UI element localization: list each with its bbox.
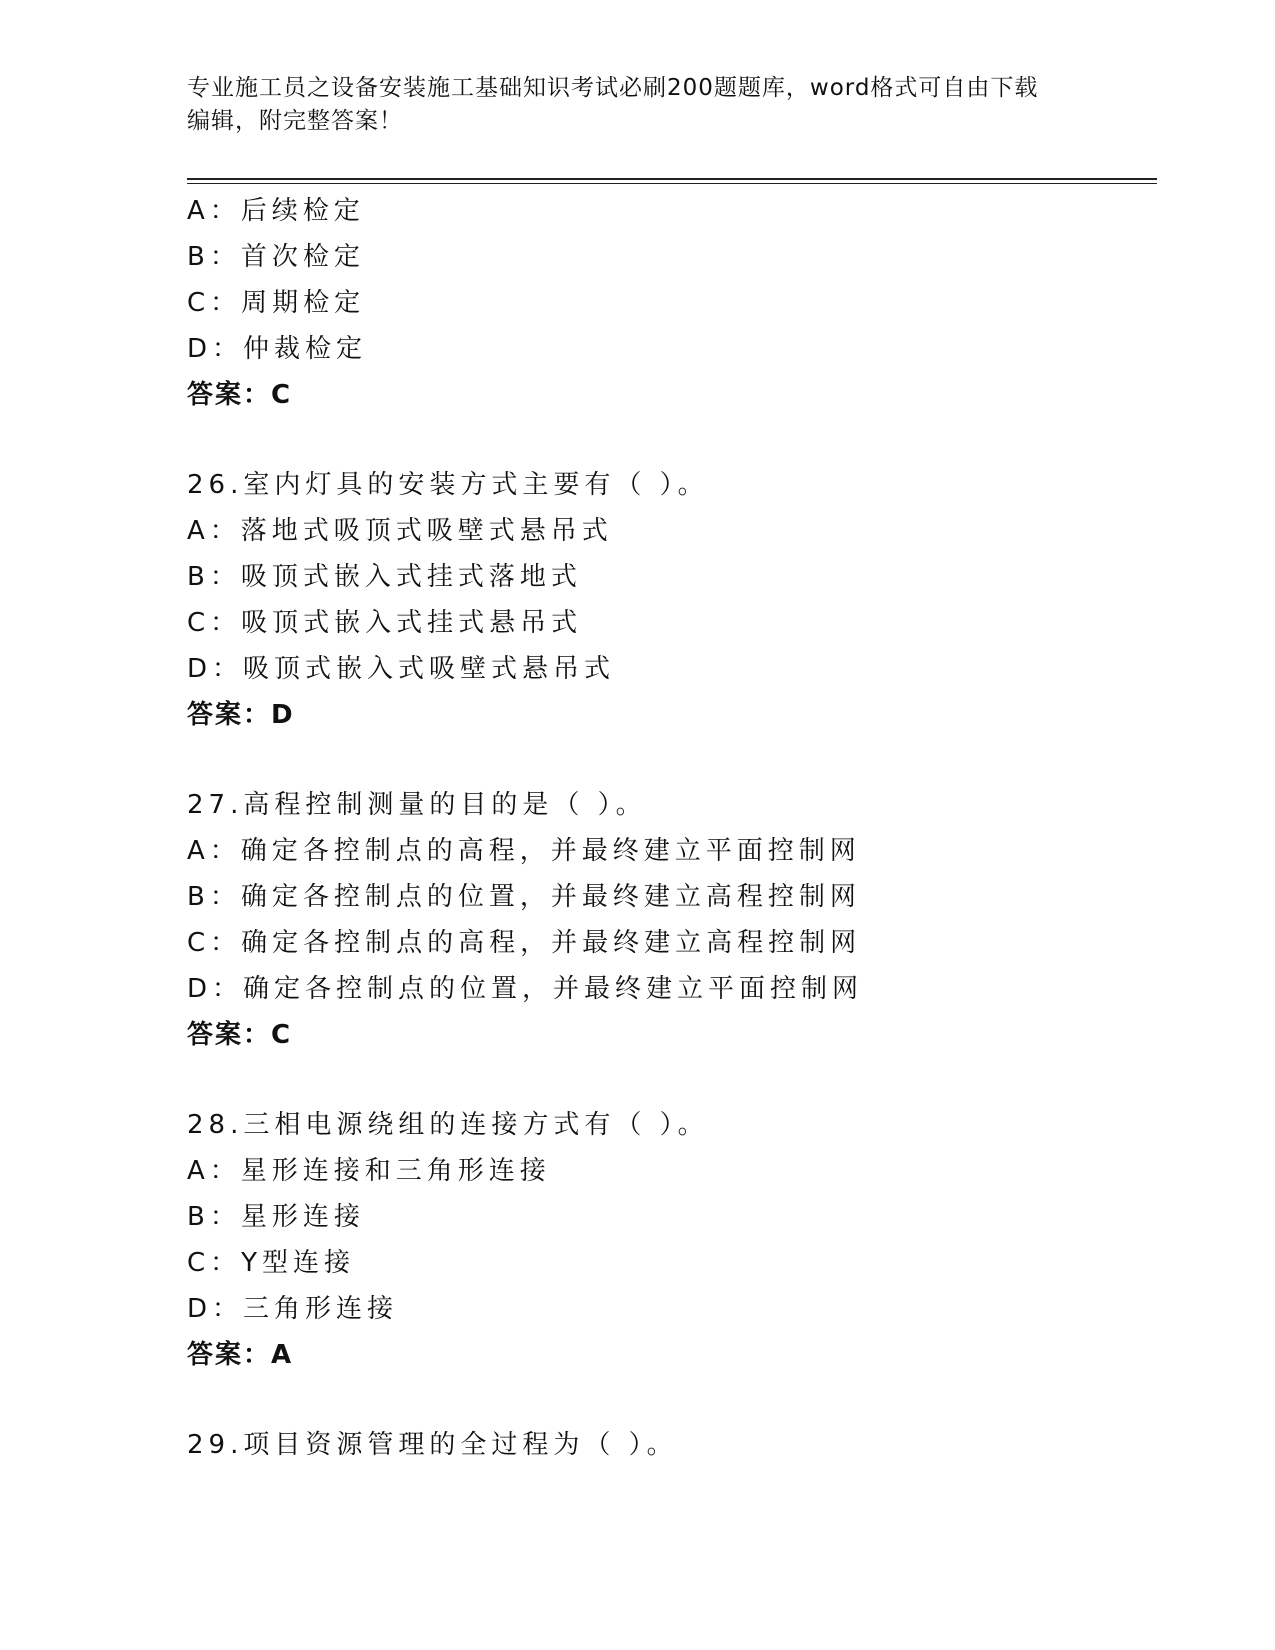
header-title-line1: 专业施工员之设备安装施工基础知识考试必刷200题题库，word格式可自由下载: [187, 75, 1039, 101]
question-block-28: [187, 1102, 1147, 1378]
option-a: A：落地式吸顶式吸壁式悬吊式: [187, 516, 613, 546]
question-block-29: [187, 1422, 1147, 1468]
option-d: D：吸顶式嵌入式吸壁式悬吊式: [187, 654, 616, 684]
header-divider-thin: [187, 183, 1157, 184]
document-header: [187, 72, 1087, 138]
question-text: 28.三相电源绕组的连接方式有（ ）。: [187, 1110, 709, 1140]
option-d: D：三角形连接: [187, 1294, 399, 1324]
answer-line: 答案：A: [187, 1340, 294, 1370]
question-text: 29.项目资源管理的全过程为（ ）。: [187, 1430, 678, 1460]
option-b: B：星形连接: [187, 1202, 365, 1232]
option-d: D：仲裁检定: [187, 334, 368, 364]
question-block-27: [187, 782, 1147, 1058]
question-text: 27.高程控制测量的目的是（ ）。: [187, 790, 647, 820]
option-c: C：Y型连接: [187, 1248, 356, 1278]
option-b: B：吸顶式嵌入式挂式落地式: [187, 562, 582, 592]
header-divider-thick: [187, 178, 1157, 180]
question-block-partial: [187, 188, 1147, 418]
question-block-26: [187, 462, 1147, 738]
option-b: B：确定各控制点的位置，并最终建立高程控制网: [187, 882, 861, 912]
option-a: A：后续检定: [187, 196, 365, 226]
answer-line: 答案：C: [187, 380, 293, 410]
answer-line: 答案：D: [187, 700, 295, 730]
option-c: C：确定各控制点的高程，并最终建立高程控制网: [187, 928, 862, 958]
option-d: D：确定各控制点的位置，并最终建立平面控制网: [187, 974, 864, 1004]
question-text: 26.室内灯具的安装方式主要有（ ）。: [187, 470, 709, 500]
option-a: A：确定各控制点的高程，并最终建立平面控制网: [187, 836, 861, 866]
header-title-line2: 编辑，附完整答案！: [187, 108, 403, 134]
question-list: [187, 188, 1147, 1468]
option-c: C：周期检定: [187, 288, 366, 318]
option-b: B：首次检定: [187, 242, 365, 272]
answer-line: 答案：C: [187, 1020, 293, 1050]
option-a: A：星形连接和三角形连接: [187, 1156, 551, 1186]
option-c: C：吸顶式嵌入式挂式悬吊式: [187, 608, 583, 638]
